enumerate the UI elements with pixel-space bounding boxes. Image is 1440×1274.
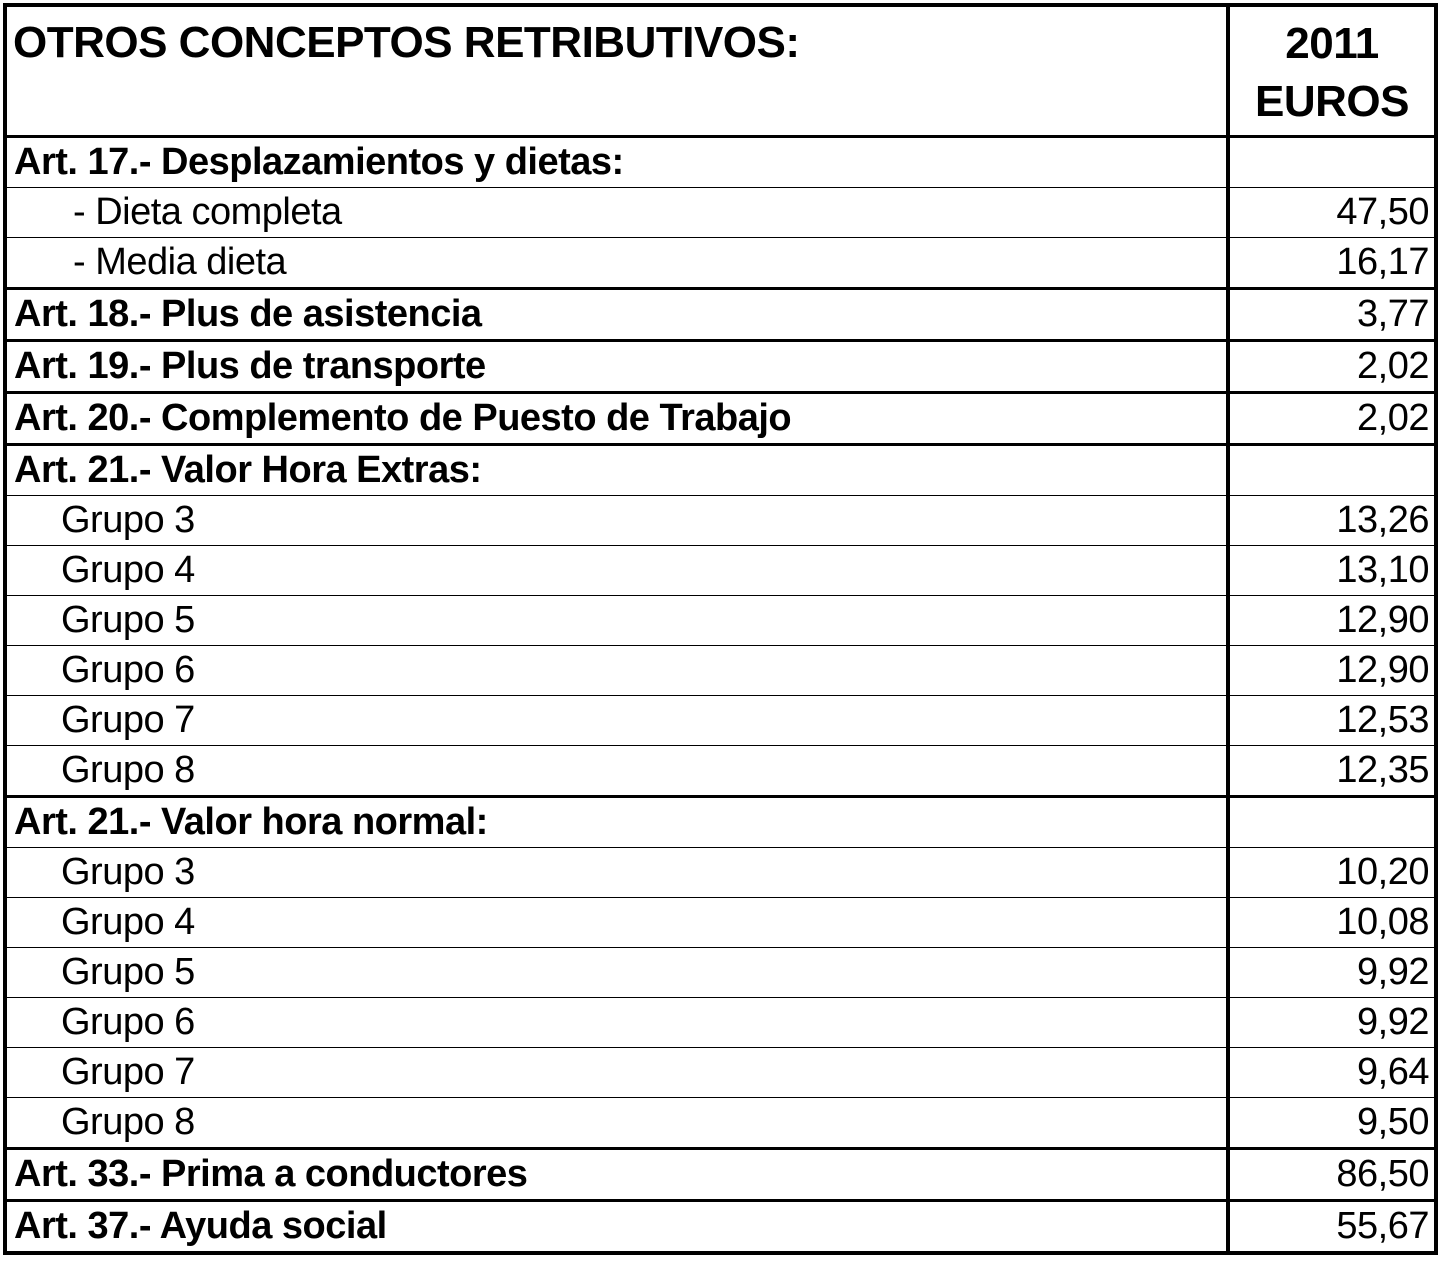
year-header [1228,5,1436,137]
unit-label: EUROS [1255,77,1409,126]
row-value: 9,50 [1228,1098,1436,1149]
table-row [5,496,1436,546]
row-value: 9,64 [1228,1048,1436,1098]
row-value: 12,90 [1228,596,1436,646]
table-row [5,696,1436,746]
row-label: Grupo 3 [5,496,1228,546]
row-value [1228,797,1436,848]
row-label: Grupo 6 [5,998,1228,1048]
row-value: 13,10 [1228,546,1436,596]
section-row-art19 [5,341,1436,393]
section-row-art37 [5,1201,1436,1254]
row-label: Grupo 5 [5,596,1228,646]
row-value: 13,26 [1228,496,1436,546]
table-row [5,238,1436,289]
row-value: 9,92 [1228,998,1436,1048]
table-row [5,1098,1436,1149]
retribution-table [3,3,1438,1255]
section-row-art20 [5,393,1436,445]
row-label: Art. 18.- Plus de asistencia [5,289,1228,341]
row-label: Art. 21.- Valor Hora Extras: [5,445,1228,496]
table-row [5,948,1436,998]
table-row [5,596,1436,646]
row-value: 2,02 [1228,341,1436,393]
row-value: 9,92 [1228,948,1436,998]
row-label: Grupo 7 [5,696,1228,746]
table-row [5,746,1436,797]
table-row [5,1048,1436,1098]
row-value: 86,50 [1228,1149,1436,1201]
row-label: Grupo 6 [5,646,1228,696]
row-value: 12,90 [1228,646,1436,696]
section-row-art21-normal [5,797,1436,848]
row-value: 16,17 [1228,238,1436,289]
row-label: Grupo 3 [5,848,1228,898]
row-label: Art. 33.- Prima a conductores [5,1149,1228,1201]
row-value: 3,77 [1228,289,1436,341]
row-label: Grupo 7 [5,1048,1228,1098]
row-value: 10,20 [1228,848,1436,898]
row-label: Art. 21.- Valor hora normal: [5,797,1228,848]
row-label: - Dieta completa [5,188,1228,238]
section-row-art33 [5,1149,1436,1201]
row-label: Grupo 5 [5,948,1228,998]
row-label: Art. 17.- Desplazamientos y dietas: [5,137,1228,188]
row-value: 47,50 [1228,188,1436,238]
row-value: 55,67 [1228,1201,1436,1254]
table-title: OTROS CONCEPTOS RETRIBUTIVOS: [5,5,1228,137]
row-value [1228,445,1436,496]
row-label: Grupo 8 [5,1098,1228,1149]
section-row-art18 [5,289,1436,341]
row-label: - Media dieta [5,238,1228,289]
row-value [1228,137,1436,188]
section-row-art17 [5,137,1436,188]
row-label: Art. 37.- Ayuda social [5,1201,1228,1254]
table-row [5,898,1436,948]
table-row [5,646,1436,696]
row-value: 2,02 [1228,393,1436,445]
table-row [5,998,1436,1048]
row-label: Art. 20.- Complemento de Puesto de Trabajo [5,393,1228,445]
row-label: Grupo 4 [5,898,1228,948]
row-value: 12,35 [1228,746,1436,797]
row-label: Grupo 8 [5,746,1228,797]
table-header [5,5,1436,137]
table-row [5,848,1436,898]
row-label: Grupo 4 [5,546,1228,596]
row-label: Art. 19.- Plus de transporte [5,341,1228,393]
section-row-art21-extras [5,445,1436,496]
year-label: 2011 [1285,19,1379,68]
table-row [5,546,1436,596]
row-value: 10,08 [1228,898,1436,948]
table-row [5,188,1436,238]
row-value: 12,53 [1228,696,1436,746]
